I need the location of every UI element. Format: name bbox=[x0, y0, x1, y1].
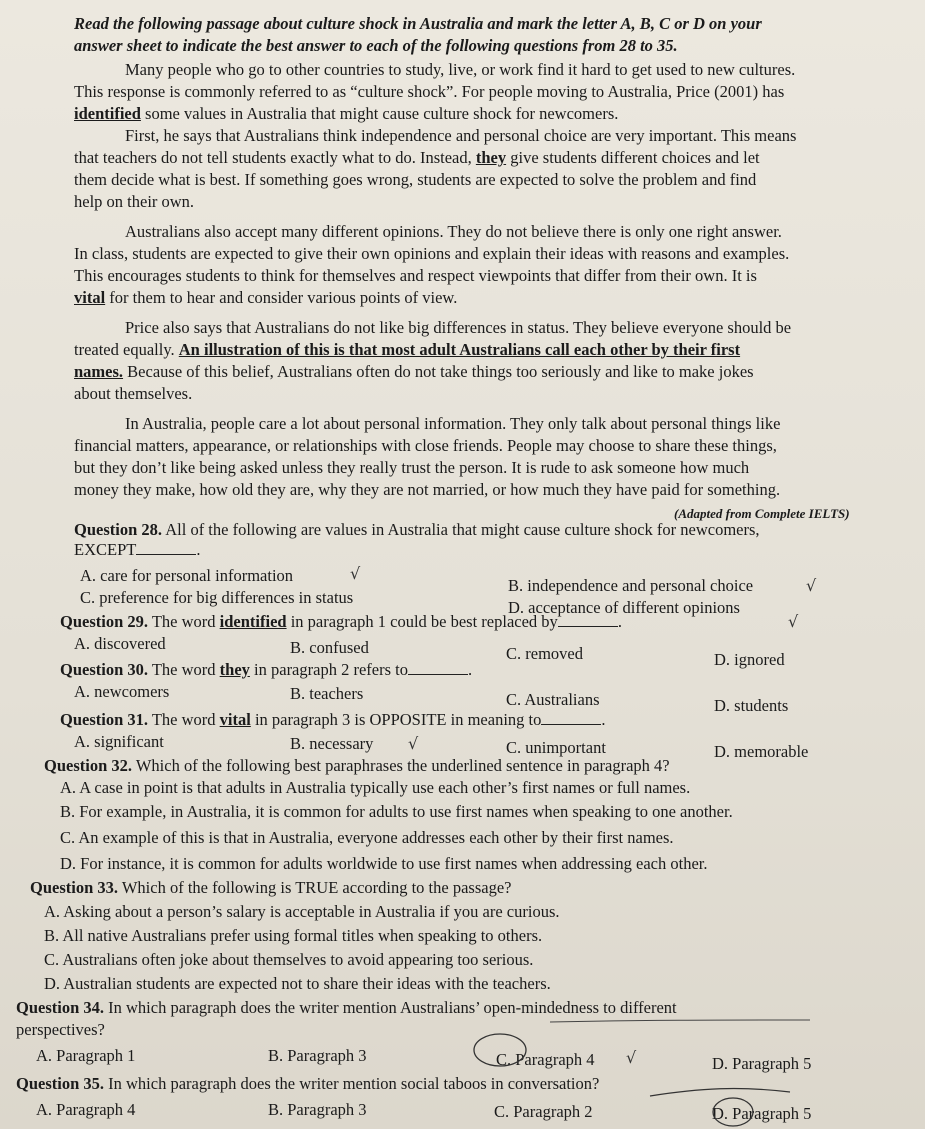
q33-option-d: D. Australian students are expected not to share their ideas with the teachers. bbox=[44, 974, 551, 993]
q29-option-c: C. removed bbox=[506, 644, 583, 663]
check-icon: √ bbox=[788, 612, 799, 631]
q34-option-d: D. Paragraph 5 bbox=[712, 1054, 812, 1073]
p5-line-2: financial matters, appearance, or relationships with close friends. People may choose to share these things, bbox=[74, 436, 777, 455]
check-icon: √ bbox=[626, 1048, 637, 1067]
q33-stem: Question 33. Which of the following is TRUE according to the passage? bbox=[30, 878, 512, 897]
p2-line-1: First, he says that Australians think independence and personal choice are very important. This means bbox=[125, 126, 797, 145]
q35-option-d: D. Paragraph 5 bbox=[712, 1104, 812, 1123]
p3-line-1: Australians also accept many different opinions. They do not believe there is only one right answer. bbox=[125, 222, 782, 241]
q29-option-a: A. discovered bbox=[74, 634, 166, 653]
p1-line-1: Many people who go to other countries to study, live, or work find it hard to get used to new cultures. bbox=[125, 60, 796, 79]
source-citation: (Adapted from Complete IELTS) bbox=[674, 506, 850, 521]
q31-option-b: B. necessary bbox=[290, 734, 374, 753]
p4-underlined-sentence: An illustration of this is that most adult Australians call each other by their first bbox=[178, 340, 741, 359]
q28-stem: Question 28. All of the following are values in Australia that might cause culture shock for newcomers, bbox=[74, 520, 760, 539]
p5-line-4: money they make, how old they are, why they are not married, or how much they have paid for something. bbox=[74, 480, 781, 499]
check-icon: √ bbox=[408, 734, 419, 753]
q33-option-c: C. Australians often joke about themselves to avoid appearing too serious. bbox=[44, 950, 534, 969]
q32-option-c: C. An example of this is that in Australia, everyone addresses each other by their first names. bbox=[60, 828, 674, 847]
q34-option-a: A. Paragraph 1 bbox=[36, 1046, 136, 1065]
q30-option-c: C. Australians bbox=[506, 690, 600, 709]
q34-option-c: C. Paragraph 4 bbox=[496, 1050, 595, 1069]
p4-line-4: about themselves. bbox=[74, 384, 193, 403]
p4-line-3: names. Because of this belief, Australians often do not take things too seriously and like to make jokes bbox=[74, 362, 754, 381]
p5-line-3: but they don’t like being asked unless they really trust the person. It is rude to ask someone how much bbox=[74, 458, 750, 477]
q30-option-b: B. teachers bbox=[290, 684, 364, 703]
q34-stem: Question 34. In which paragraph does the writer mention Australians’ open-mindedness to different bbox=[16, 998, 677, 1017]
q33-option-a: A. Asking about a person’s salary is acceptable in Australia if you are curious. bbox=[44, 902, 560, 921]
pen-stroke bbox=[550, 1020, 810, 1022]
q35-option-a: A. Paragraph 4 bbox=[36, 1100, 136, 1119]
q35-stem: Question 35. In which paragraph does the writer mention social taboos in conversation? bbox=[16, 1074, 600, 1093]
p4-line-1: Price also says that Australians do not like big differences in status. They believe everyone should be bbox=[125, 318, 792, 337]
q31-option-a: A. significant bbox=[74, 732, 164, 751]
q32-option-d: D. For instance, it is common for adults worldwide to use first names when addressing each other. bbox=[60, 854, 708, 873]
q29-option-b: B. confused bbox=[290, 638, 369, 657]
q28-stem-2: EXCEPT . bbox=[74, 540, 201, 559]
p3-line-3: This encourages students to think for themselves and respect viewpoints that differ from their own. It is bbox=[74, 266, 757, 285]
q31-option-d: D. memorable bbox=[714, 742, 809, 761]
p2-line-2: that teachers do not tell students exactly what to do. Instead, they give students different choices and let bbox=[74, 148, 760, 167]
p3-vital-word: vital bbox=[74, 288, 106, 307]
answer-circle bbox=[474, 1034, 526, 1066]
q34-stem-2: perspectives? bbox=[16, 1020, 105, 1039]
q28-option-d: D. acceptance of different opinions bbox=[508, 598, 740, 617]
q28-option-b: B. independence and personal choice bbox=[508, 576, 754, 595]
p1-line-3: identified some values in Australia that might cause culture shock for newcomers. bbox=[74, 104, 619, 123]
q30-option-d: D. students bbox=[714, 696, 789, 715]
p5-line-1: In Australia, people care a lot about personal information. They only talk about personal things like bbox=[125, 414, 781, 433]
q33-option-b: B. All native Australians prefer using formal titles when speaking to others. bbox=[44, 926, 543, 945]
answer-circle bbox=[713, 1098, 753, 1126]
p4-line-2: treated equally. An illustration of this is that most adult Australians call each other by their first bbox=[74, 340, 741, 359]
instructions-line-2: answer sheet to indicate the best answer to each of the following questions from 28 to 35. bbox=[74, 36, 678, 55]
q29-stem: Question 29. The word identified in paragraph 1 could be best replaced by . bbox=[60, 612, 622, 631]
q35-option-b: B. Paragraph 3 bbox=[268, 1100, 367, 1119]
instructions-line-1: Read the following passage about culture shock in Australia and mark the letter A, B, C or D on your bbox=[74, 14, 762, 33]
q32-option-b: B. For example, in Australia, it is common for adults to use first names when speaking to one another. bbox=[60, 802, 733, 821]
p3-line-2: In class, students are expected to give their own opinions and explain their ideas with reasons and examples. bbox=[74, 244, 790, 263]
p2-line-3: them decide what is best. If something goes wrong, students are expected to solve the problem and find bbox=[74, 170, 757, 189]
p2-they-word: they bbox=[475, 148, 507, 167]
q28-option-a: A. care for personal information bbox=[80, 566, 294, 585]
q29-option-d: D. ignored bbox=[714, 650, 785, 669]
q30-stem: Question 30. The word they in paragraph 2 refers to . bbox=[60, 660, 473, 679]
q31-stem: Question 31. The word vital in paragraph 3 is OPPOSITE in meaning to . bbox=[60, 710, 606, 729]
q28-option-c: C. preference for big differences in status bbox=[80, 588, 354, 607]
q34-option-b: B. Paragraph 3 bbox=[268, 1046, 367, 1065]
q31-option-c: C. unimportant bbox=[506, 738, 606, 757]
pen-stroke bbox=[650, 1089, 790, 1096]
q30-option-a: A. newcomers bbox=[74, 682, 170, 701]
p3-line-4: vital for them to hear and consider various points of view. bbox=[74, 288, 458, 307]
p1-line-2: This response is commonly referred to as “culture shock”. For people moving to Australia, Price (2001) has bbox=[74, 82, 785, 101]
p1-identified-word: identified bbox=[74, 104, 141, 123]
check-icon: √ bbox=[350, 564, 361, 583]
q35-option-c: C. Paragraph 2 bbox=[494, 1102, 593, 1121]
p2-line-4: help on their own. bbox=[74, 192, 195, 211]
check-icon: √ bbox=[806, 576, 817, 595]
q32-stem: Question 32. Which of the following best paraphrases the underlined sentence in paragraph 4? bbox=[44, 756, 670, 775]
q32-option-a: A. A case in point is that adults in Australia typically use each other’s first names or full names. bbox=[60, 778, 691, 797]
